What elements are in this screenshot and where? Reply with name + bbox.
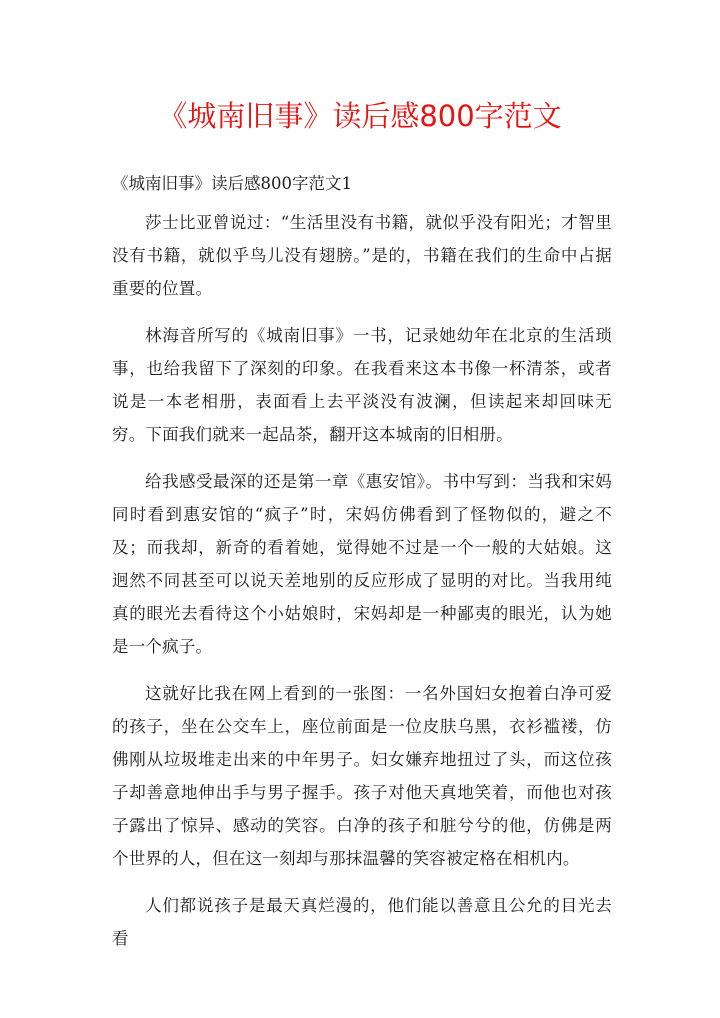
paragraph-4: 这就好比我在网上看到的一张图：一名外国妇女抱着白净可爱的孩子，坐在公交车上，座位前面是一位皮肤乌黑，衣衫褴褛，仿佛刚从垃圾堆走出来的中年男子。妇女嫌弃地扭过了头，而这位孩子却善意地伸出手与男子握手。孩子对他天真地笑着，而他也对孩子露出了惊异、感动的笑容。白净的孩子和脏兮兮的他，仿佛是两个世界的人，但在这一刻却与那抹温馨的笑容被定格在相机内。: [112, 684, 612, 868]
paragraph-1: 莎士比亚曾说过：“生活里没有书籍，就似乎没有阳光；才智里没有书籍，就似乎鸟儿没有翅膀。”是的，书籍在我们的生命中占据重要的位置。: [112, 213, 612, 298]
document-subtitle: 《城南旧事》读后感800字范文1: [112, 174, 352, 193]
paragraph-5: 人们都说孩子是最天真烂漫的，他们能以善意且公允的目光去看: [112, 896, 612, 948]
document-body: [112, 206, 612, 969]
paragraph-3: 给我感受最深的还是第一章《惠安馆》。书中写到：当我和宋妈同时看到惠安馆的“疯子”时，宋妈仿佛看到了怪物似的，避之不及；而我却，新奇的看着她，觉得她不过是一个一般的大姑娘。这迥然不同甚至可以说天差地别的反应形成了显明的对比。当我用纯真的眼光去看待这个小姑娘时，宋妈却是一种鄙夷的眼光，认为她是一个疯子。: [112, 472, 612, 656]
paragraph-2: 林海音所写的《城南旧事》一书，记录她幼年在北京的生活琐事，也给我留下了深刻的印象。在我看来这本书像一杯清茶，或者说是一本老相册，表面看上去平淡没有波澜，但读起来却回味无穷。下面我们就来一起品茶，翻开这本城南的旧相册。: [112, 326, 612, 444]
document-title: 《城南旧事》读后感800字范文: [158, 99, 562, 133]
